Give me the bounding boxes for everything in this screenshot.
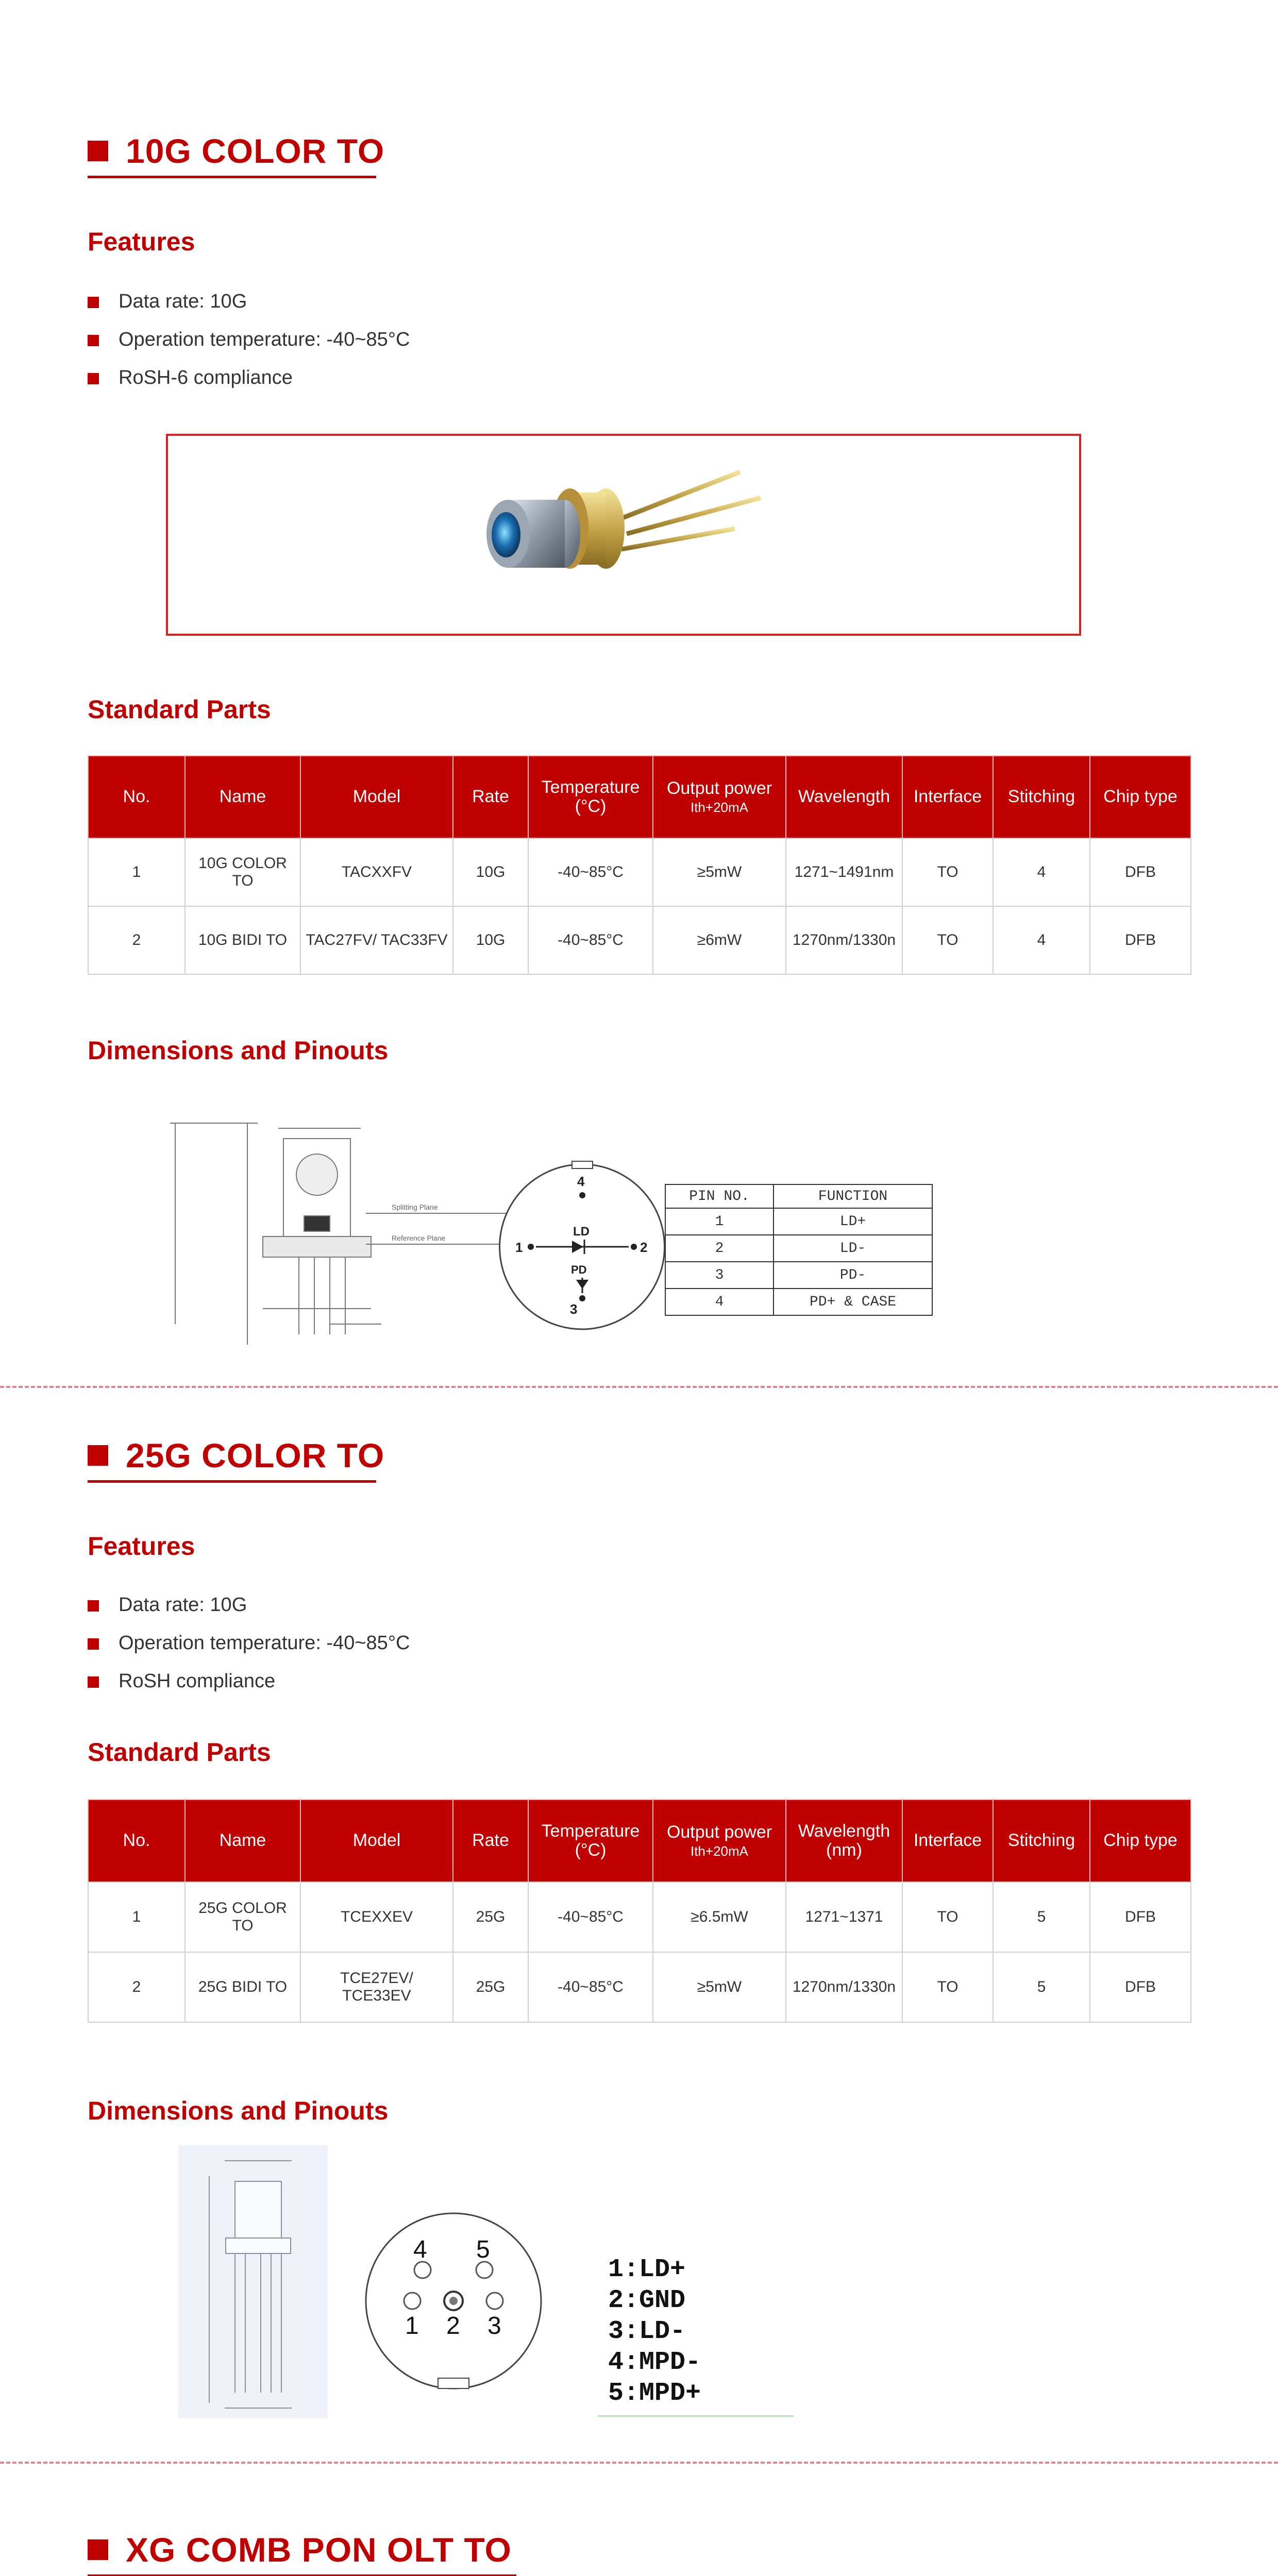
col-header-stitching: Stitching — [993, 756, 1090, 838]
section-title-text: 10G COLOR TO — [126, 132, 385, 170]
col-header-no: No. — [88, 1800, 185, 1882]
col-header-rate: Rate — [453, 1800, 528, 1882]
feature-item: RoSH-6 compliance — [88, 359, 410, 397]
pin-3-label: 3 — [487, 2312, 501, 2340]
cell: -40~85°C — [528, 906, 653, 974]
pin-2-label: 2 — [640, 1240, 648, 1255]
cell: 10G — [453, 906, 528, 974]
pin-5-label: 5 — [476, 2236, 490, 2263]
feature-item: Data rate: 10G — [88, 282, 410, 320]
feature-item: Data rate: 10G — [88, 1586, 410, 1624]
cell: 5 — [993, 1952, 1090, 2022]
ld-label: LD — [573, 1225, 590, 1239]
cell: ≥6mW — [653, 906, 786, 974]
cell: -40~85°C — [528, 838, 653, 906]
cell: 1271~1371 — [786, 1882, 902, 1952]
reference-plane-label: Reference Plane — [392, 1234, 446, 1242]
output-power-label: Output power — [666, 1822, 772, 1842]
cell: DFB — [1090, 906, 1191, 974]
cell: 1270nm/1330n — [786, 1952, 902, 2022]
pin-4-label: 4 — [577, 1174, 585, 1189]
cell: TO — [902, 838, 993, 906]
pin-1-label: 1 — [515, 1240, 523, 1255]
cell: DFB — [1090, 838, 1191, 906]
col-header-chip-type: Chip type — [1090, 1800, 1191, 1882]
section-title-text: XG COMB PON OLT TO — [126, 2531, 512, 2569]
col-header-no: No. — [88, 756, 185, 838]
pin-2-label: 2 — [446, 2312, 460, 2340]
pin-number: 2 — [665, 1235, 773, 1262]
pin-table-header: PIN NO. — [665, 1184, 773, 1208]
col-header-temperature: Temperature (°C) — [528, 756, 653, 838]
section-title-text: 25G COLOR TO — [126, 1436, 385, 1475]
cell: DFB — [1090, 1882, 1191, 1952]
cell: 5 — [993, 1882, 1090, 1952]
cell: ≥5mW — [653, 838, 786, 906]
standard-parts-heading: Standard Parts — [88, 695, 271, 724]
cell: 1271~1491nm — [786, 838, 902, 906]
cell: 25G — [453, 1882, 528, 1952]
col-header-interface: Interface — [902, 756, 993, 838]
pin-function: LD- — [773, 1235, 932, 1262]
title-square-icon — [88, 2539, 108, 2560]
pin-4-label: 4 — [413, 2236, 427, 2263]
cell: 4 — [993, 838, 1090, 906]
col-header-rate: Rate — [453, 756, 528, 838]
pin-list-item: 3:LD- — [608, 2317, 686, 2346]
col-header-stitching: Stitching — [993, 1800, 1090, 1882]
cell: 25G — [453, 1952, 528, 2022]
standard-parts-heading: Standard Parts — [88, 1738, 271, 1767]
col-header-model: Model — [300, 756, 453, 838]
pin-number: 1 — [665, 1208, 773, 1235]
pin-function: PD+ & CASE — [773, 1289, 932, 1315]
pin-list-item: 5:MPD+ — [608, 2379, 701, 2408]
pin-list-item: 4:MPD- — [608, 2348, 701, 2377]
features-heading: Features — [88, 1532, 195, 1561]
col-header-model: Model — [300, 1800, 453, 1882]
cell: DFB — [1090, 1952, 1191, 2022]
col-header-wavelength: Wavelength — [786, 756, 902, 838]
cell: TO — [902, 906, 993, 974]
pin-list-item: 1:LD+ — [608, 2255, 686, 2284]
cell: 1 — [88, 1882, 185, 1952]
cell: 25G COLOR TO — [185, 1882, 300, 1952]
pin-function: LD+ — [773, 1208, 932, 1235]
pin-number: 4 — [665, 1289, 773, 1315]
pin-table-header: FUNCTION — [773, 1184, 932, 1208]
section-xg-comb-pon-olt-to — [88, 0, 1190, 2576]
features-heading: Features — [88, 227, 195, 256]
cell: 25G BIDI TO — [185, 1952, 300, 2022]
pin-1-label: 1 — [405, 2312, 419, 2340]
section-title — [88, 2527, 512, 2573]
cell: -40~85°C — [528, 1952, 653, 2022]
col-header-interface: Interface — [902, 1800, 993, 1882]
dimensions-heading: Dimensions and Pinouts — [88, 2096, 389, 2125]
pin-list-item: 2:GND — [608, 2286, 686, 2315]
feature-item: Operation temperature: -40~85°C — [88, 320, 410, 359]
col-header-temperature: Temperature (°C) — [528, 1800, 653, 1882]
cell: TO — [902, 1952, 993, 2022]
feature-item: Operation temperature: -40~85°C — [88, 1624, 410, 1662]
cell: TO — [902, 1882, 993, 1952]
cell: 2 — [88, 906, 185, 974]
col-header-wavelength: Wavelength (nm) — [786, 1800, 902, 1882]
cell: 10G BIDI TO — [185, 906, 300, 974]
cell: ≥5mW — [653, 1952, 786, 2022]
cell: TCEXXEV — [300, 1882, 453, 1952]
cell: 1270nm/1330n — [786, 906, 902, 974]
pin-3-label: 3 — [570, 1301, 578, 1317]
output-power-sub: Ith+20mA — [690, 1843, 748, 1859]
cell: 2 — [88, 1952, 185, 2022]
cell: 4 — [993, 906, 1090, 974]
col-header-name: Name — [185, 756, 300, 838]
pd-label: PD — [571, 1263, 587, 1276]
output-power-sub: Ith+20mA — [690, 800, 748, 816]
output-power-label: Output power — [666, 778, 772, 798]
pin-number: 3 — [665, 1262, 773, 1289]
cell: 10G COLOR TO — [185, 838, 300, 906]
cell: TAC27FV/ TAC33FV — [300, 906, 453, 974]
splitting-plane-label: Splitting Plane — [392, 1203, 438, 1211]
cell: TACXXFV — [300, 838, 453, 906]
col-header-name: Name — [185, 1800, 300, 1882]
cell: 10G — [453, 838, 528, 906]
cell: 1 — [88, 838, 185, 906]
dimensions-heading: Dimensions and Pinouts — [88, 1036, 389, 1065]
cell: ≥6.5mW — [653, 1882, 786, 1952]
feature-item: RoSH compliance — [88, 1662, 410, 1700]
pin-function: PD- — [773, 1262, 932, 1289]
col-header-chip-type: Chip type — [1090, 756, 1191, 838]
cell: -40~85°C — [528, 1882, 653, 1952]
cell: TCE27EV/ TCE33EV — [300, 1952, 453, 2022]
